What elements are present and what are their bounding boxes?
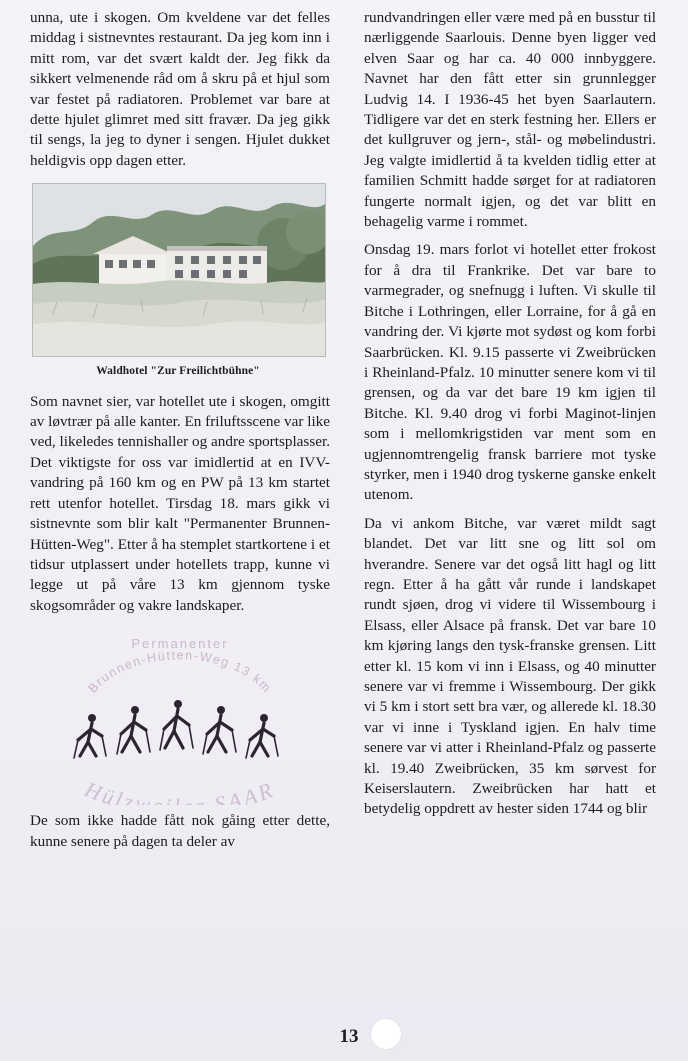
paragraph-bitche-trip: Onsdag 19. mars forlot vi hotellet etter frokost for å dra til Frankrike. Det var bare to varmegrader, og snefnugg i luften. Vi skulle til Bitche i Lothringen, eller Lorraine, for å gå en vandring der. Vi kjørte mot sydøst og kom forbi Saarbrücken. Kl. 9.15 passerte vi Zweibrücken i Rheinland-Pfalz. 10 minutter senere kom vi til grensen, og da var det bare 19 km igjen til Bitche. Kl. 9.40 drog vi forbi Maginot-linjen som i mellomkrigstiden var ment som en ugjennomtrengelig fransk barriere mot tyske styrker, men i 1940 drog tyskerne ganske enkelt utenom.: [364, 241, 656, 504]
punch-hole: [370, 1018, 402, 1050]
photo-caption: Waldhotel "Zur Freilichtbühne": [96, 365, 260, 378]
hotel-photo: [32, 183, 326, 357]
page-number: 13: [339, 1026, 359, 1047]
stamp-line-3: Hülzw SAAR: [81, 776, 279, 806]
stamp-line-3-arc: [81, 776, 279, 805]
walk-stamp-graphic: [30, 630, 330, 805]
paragraph-hotel-room: unna, ute i skogen. Om kveldene var det felles middag i sistnevntes restaurant. Da jeg kom inn i mitt rom, var det svært kaldt der. Jeg fikk da sikkert velmenende råd om å skru på et hjul som var festet på radiatoren. Problemet var bare at dette hjulet glimret med sitt fravær. Da jeg gikk til sengs, la jeg to dyner i sengen. Hjulet dukket heldigvis opp dagen etter.: [30, 9, 330, 169]
stamp-line-2-arc: [86, 648, 275, 695]
stamp-line-1: Permanenter: [131, 636, 229, 652]
paragraph-hotel-description: Som navnet sier, var hotellet ute i skogen, omgitt av løvtrær på alle kanter. En friluftsscene var like ved, likeledes tennishaller og andre sportsplasser. Det viktigste for oss var imidlertid at en IVV-vandring på 160 km og en PW på 13 km startet rett utenfor hotellet. Tirsdag 18. mars gikk vi sistnevnte som blir kalt "Permanenter Brunnen-Hütten-Weg". Etter å ha stemplet startkortene i et tidsur utplassert under hotellets trapp, kunne vi legge ut på våre 13 km gjennom tyske skogsområder og vakre landskaper.: [30, 392, 330, 614]
stamp-line-2: Brunnen-Hütten-Weg 13 km: [85, 648, 275, 696]
walk-stamp: [30, 630, 330, 805]
right-column: [364, 8, 656, 828]
paragraph-wissembourg: Da vi ankom Bitche, var været mildt sagt blandet. Det var litt sne og litt sol om hverandre. Senere var det også litt hagl og litt regn. Etter å ha gått vår runde i landskapet rundt sjøen, drog vi videre til Wissembourg i Elsass, eller Alsace på fransk. Det var bare 10 km kjøring langs den tysk-franske grensen. Litt etter kl. 15 kom vi inn i Elsass, og 40 minutter senere var vi fremme i Wissembourg. Der gikk vi 5 km i stort sett bra vær, og allerede kl. 18.30 var vi inne i Tyskland igjen. En halv time senere var vi atter i Rheinland-Pfalz og passerte kl. 19.40 Zweibrücken, 35 km sørvest for Keiserslautern. Zweibrücken har hatt et betydelig oppdrett av hester siden 1744 og blir: [364, 514, 656, 818]
hotel-photo-illustration: [33, 184, 325, 356]
left-column: [30, 8, 330, 860]
paragraph-saarlouis: rundvandringen eller være med på en busstur til nærliggende Saarlouis. Denne byen ligger ved elven Saar og har ca. 40 000 innbyggere. Navnet har den fått etter sin grunnlegger Ludvig 14. I 1936-45 het byen Saarlautern. Tidligere var det en sterk festning her. Ellers er det kullgruver og jern-, stål- og møbelindustri. Jeg valgte imidlertid å ta kvelden tidlig etter at familien Schmitt hadde sørget for at radiatoren fungerte normalt igjen, og det var blitt en behagelig varme i rommet.: [364, 9, 656, 231]
walking-figures-icon: [74, 700, 278, 758]
paragraph-afternoon: De som ikke hadde fått nok gåing etter dette, kunne senere på dagen ta deler av: [30, 812, 330, 850]
